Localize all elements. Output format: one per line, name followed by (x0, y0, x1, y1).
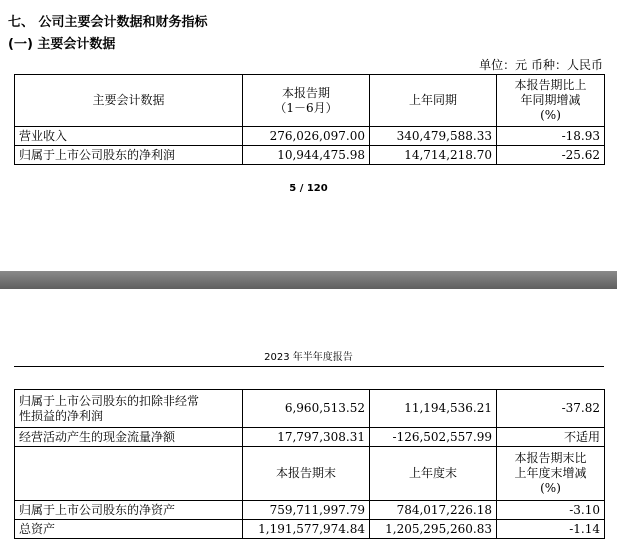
row-label (15, 390, 243, 428)
header-change-line1: 本报告期比上 (514, 78, 587, 92)
table-header-row (15, 447, 605, 501)
table-row (15, 520, 605, 539)
header-change-line2: 上年度末增减 (514, 466, 587, 480)
row-current-value: 10,944,475.98 (243, 146, 370, 165)
table-header-row (15, 75, 605, 127)
table-row (15, 501, 605, 520)
row-current-value: 276,026,097.00 (243, 127, 370, 146)
row-prior-value: 1,205,295,260.83 (370, 520, 497, 539)
row-current-value: 17,797,308.31 (243, 428, 370, 447)
header-rule (14, 366, 604, 367)
unit-currency-line: 单位：元 币种：人民币 (479, 58, 603, 72)
row-prior-value: 784,017,226.18 (370, 501, 497, 520)
running-header: 2023 年半年度报告 (264, 352, 353, 363)
header-current-line1: 本报告期 (281, 85, 330, 100)
row-prior-value: 11,194,536.21 (370, 390, 497, 428)
subsection-heading: (一) 主要会计数据 (8, 37, 116, 52)
row-current-value: 6,960,513.52 (243, 390, 370, 428)
table-row (15, 428, 605, 447)
header-prior-year-end: 上年度末 (370, 447, 497, 501)
row-prior-value: 14,714,218.70 (370, 146, 497, 165)
table-row (15, 127, 605, 146)
header-current-period-end: 本报告期末 (243, 447, 370, 501)
page-break-band (0, 271, 617, 289)
row-prior-value: 340,479,588.33 (370, 127, 497, 146)
row-change-value: 不适用 (497, 428, 605, 447)
table-row (15, 146, 605, 165)
header-change-line1: 本报告期末比 (514, 451, 587, 465)
header-prior-period: 上年同期 (370, 75, 497, 127)
row-label-line1: 归属于上市公司股东的扣除非经常 (19, 393, 200, 408)
row-label-line2: 性损益的净利润 (19, 408, 104, 423)
header-current-line2: （1－6月） (274, 100, 338, 115)
row-change-value: -1.14 (497, 520, 605, 539)
row-change-value: -3.10 (497, 501, 605, 520)
header-change-line3: (%) (540, 108, 561, 122)
header-item: 主要会计数据 (15, 75, 243, 127)
section-heading: 七、 公司主要会计数据和财务指标 (8, 15, 208, 30)
accounting-data-table-2 (14, 389, 605, 539)
row-label: 经营活动产生的现金流量净额 (15, 428, 243, 447)
row-change-value: -18.93 (497, 127, 605, 146)
row-change-value: -37.82 (497, 390, 605, 428)
row-label: 总资产 (15, 520, 243, 539)
accounting-data-table-1 (14, 74, 605, 165)
header-current-period (243, 75, 370, 127)
header-empty-cell (15, 447, 243, 501)
table-row (15, 390, 605, 428)
row-prior-value: -126,502,557.99 (370, 428, 497, 447)
row-label: 营业收入 (15, 127, 243, 146)
header-change (497, 447, 605, 501)
row-label: 归属于上市公司股东的净利润 (15, 146, 243, 165)
row-label: 归属于上市公司股东的净资产 (15, 501, 243, 520)
header-change-line2: 年同期增减 (520, 93, 581, 107)
page-number: 5 / 120 (289, 183, 328, 194)
header-change-line3: (%) (540, 481, 561, 495)
row-change-value: -25.62 (497, 146, 605, 165)
row-current-value: 759,711,997.79 (243, 501, 370, 520)
header-change (497, 75, 605, 127)
row-current-value: 1,191,577,974.84 (243, 520, 370, 539)
